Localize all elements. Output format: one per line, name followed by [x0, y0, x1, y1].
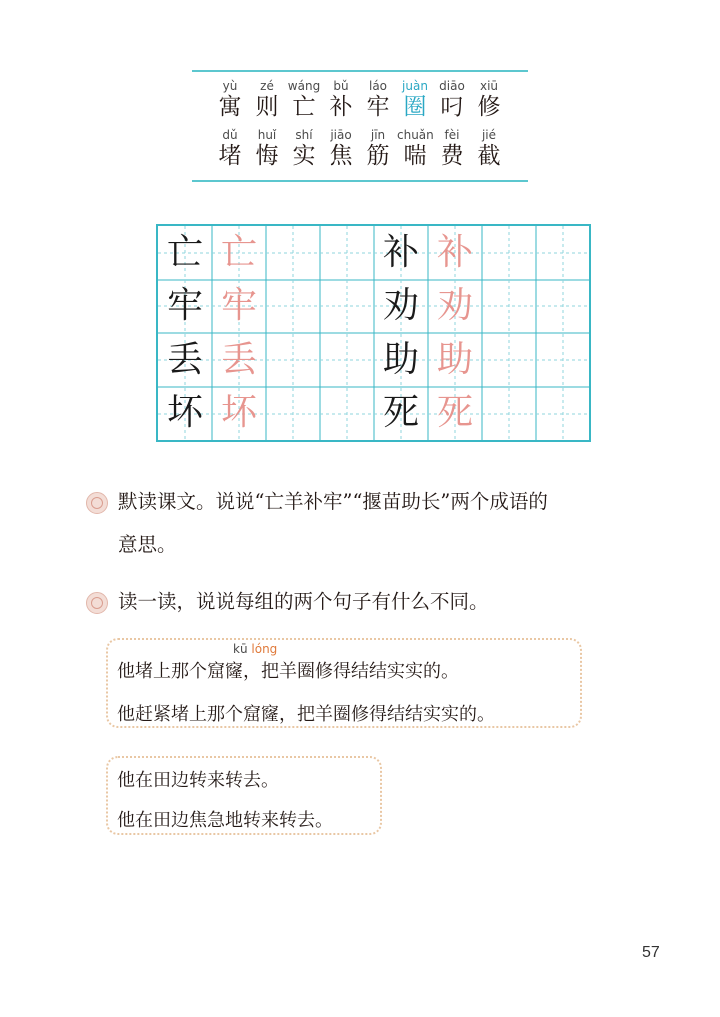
grid-model-char: 助 [382, 339, 419, 380]
vocab-item [397, 128, 433, 170]
writing-grid [156, 224, 591, 442]
pinyin-ku: kū [233, 642, 248, 656]
kulong-pinyin [233, 642, 277, 656]
vocab-item [212, 79, 248, 121]
character: 牢 [366, 94, 390, 120]
grid-trace-char: 补 [436, 232, 473, 273]
grid-model-char: 坏 [166, 392, 203, 433]
task1-line2: 意思。 [118, 533, 177, 556]
character: 堵 [218, 143, 242, 169]
character: 喘 [403, 143, 427, 169]
pinyin: bǔ [333, 79, 349, 93]
grid-model-char: 牢 [166, 285, 203, 326]
vocab-item [286, 79, 322, 121]
character: 悔 [255, 143, 279, 169]
pinyin: chuǎn [397, 128, 434, 142]
character: 寓 [218, 94, 242, 120]
pinyin: huǐ [257, 128, 277, 142]
grid-model-char: 亡 [166, 232, 203, 273]
pinyin: dǔ [222, 128, 238, 142]
pinyin: juàn [402, 79, 428, 93]
vocab-item [249, 79, 285, 121]
character: 亡 [292, 94, 316, 120]
sentence: 他在田边焦急地转来转去。 [117, 810, 333, 831]
vocab-item [434, 79, 470, 121]
seal-icon [86, 592, 108, 614]
vocab-item [434, 128, 470, 170]
sentence: 他堵上那个窟窿，把羊圈修得结结实实的。 [117, 661, 459, 682]
character: 补 [329, 94, 353, 120]
pinyin: láo [368, 79, 388, 93]
grid-trace-char: 亡 [220, 232, 257, 273]
grid-trace-char: 劝 [436, 285, 473, 326]
character: 截 [477, 143, 501, 169]
vocab-item [360, 79, 396, 121]
task2-text: 读一读，说说每组的两个句子有什么不同。 [118, 590, 489, 613]
vocab-item [471, 128, 507, 170]
character: 修 [477, 94, 501, 120]
character: 费 [440, 143, 464, 169]
task1-line1: 默读课文。说说“亡羊补牢”“揠苗助长”两个成语的 [118, 490, 548, 513]
pinyin: jié [481, 128, 497, 142]
character: 圈 [403, 94, 427, 120]
vocab-bottom-rule [192, 180, 528, 182]
vocab-item [212, 128, 248, 170]
vocab-item-highlighted [397, 79, 433, 121]
page-number: 57 [642, 944, 660, 961]
pinyin: jiāo [330, 128, 352, 142]
vocab-item [249, 128, 285, 170]
grid-trace-char: 丢 [220, 339, 257, 380]
pinyin: fèi [444, 128, 460, 142]
sentence: 他在田边转来转去。 [117, 770, 279, 791]
vocab-item [471, 79, 507, 121]
character: 筋 [366, 143, 390, 169]
grid-trace-char: 助 [436, 339, 473, 380]
grid-model-char: 补 [382, 232, 419, 273]
grid-model-char: 丢 [166, 339, 203, 380]
character: 则 [255, 94, 279, 120]
grid-trace-char: 坏 [220, 392, 257, 433]
grid-model-char: 死 [382, 392, 419, 433]
vocab-item [323, 79, 359, 121]
character: 实 [292, 143, 316, 169]
character: 叼 [440, 94, 464, 120]
vocab-item [360, 128, 396, 170]
pinyin: wáng [287, 79, 321, 93]
pinyin: diāo [439, 79, 465, 93]
grid-model-char: 劝 [382, 285, 419, 326]
character: 焦 [329, 143, 353, 169]
pinyin: zé [260, 79, 274, 93]
grid-trace-char: 死 [436, 392, 473, 433]
vocab-item [323, 128, 359, 170]
vocab-item [286, 128, 322, 170]
sentence: 他赶紧堵上那个窟窿，把羊圈修得结结实实的。 [117, 704, 495, 725]
pinyin: yù [222, 79, 238, 93]
pinyin: jīn [370, 128, 386, 142]
pinyin: shí [295, 128, 313, 142]
seal-icon [86, 492, 108, 514]
grid-trace-char: 牢 [220, 285, 257, 326]
pinyin-long: lóng [251, 642, 278, 656]
pinyin: xiū [479, 79, 499, 93]
vocab-top-rule [192, 70, 528, 72]
